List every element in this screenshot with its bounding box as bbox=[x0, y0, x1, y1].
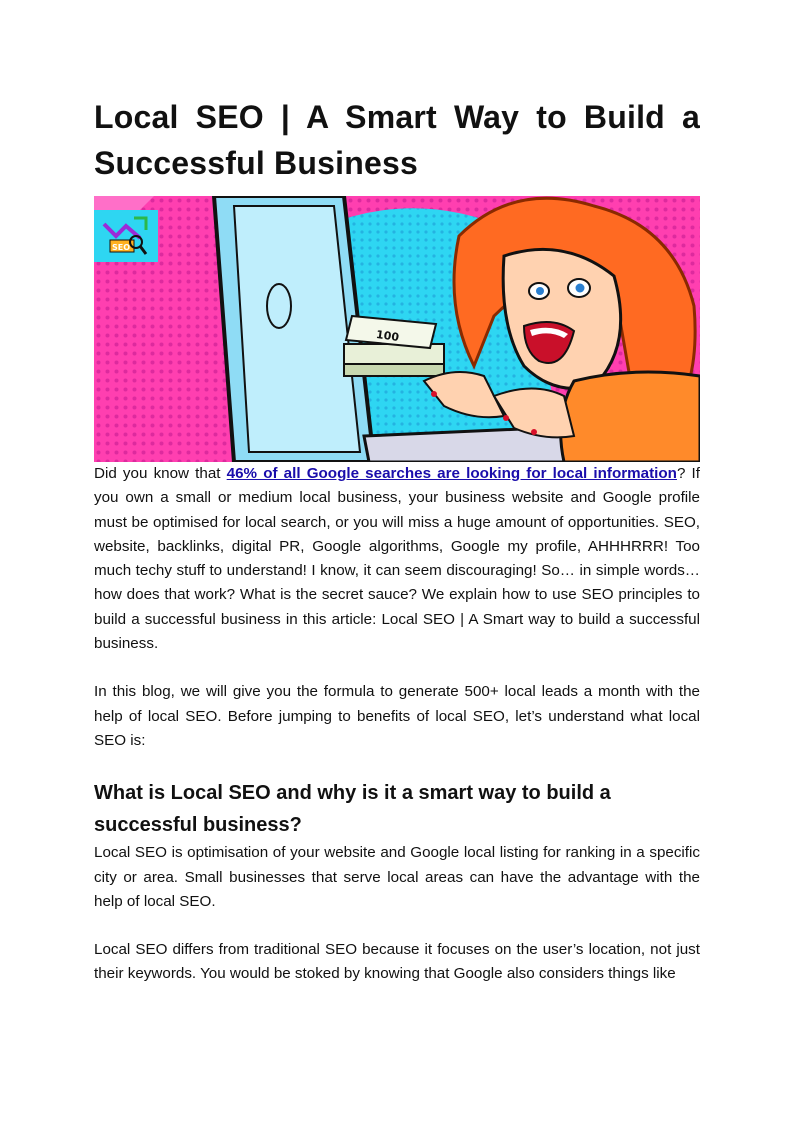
money-stack-icon bbox=[344, 316, 444, 376]
intro-paragraph: Did you know that 46% of all Google searches are looking for local information? If you own a small or medium local business, your business website and Google profile must be optimised for local search, or you will miss a huge amount of opportunities. SEO, website, backlinks, digital PR, Google algorithms, Google my profile, AHHHRRR! Too much techy stuff to understand! I know, it can seem discouraging! So… in simple words… how does that work? What is the secret sauce? We explain how to use SEO principles to build a successful business in this article: Local SEO | A Smart way to build a successful business. bbox=[94, 465, 700, 653]
article-title: Local SEO | A Smart Way to Build a Successful Business bbox=[94, 99, 700, 181]
svg-text:100: 100 bbox=[375, 327, 400, 345]
paragraph-definition: Local SEO is optimisation of your website and Google local listing for ranking in a specific city or area. Small businesses that serve local areas can have the advantage with the help of local SEO. bbox=[94, 844, 700, 910]
paragraph-formula: In this blog, we will give you the formula to generate 500+ local leads a month with the help of local SEO. Before jumping to benefits of local SEO, let’s understand what local SEO is: bbox=[94, 683, 700, 749]
google-local-stat-link[interactable]: 46% of all Google searches are looking for local information bbox=[226, 465, 677, 482]
paragraph-difference: Local SEO differs from traditional SEO because it focuses on the user’s location, not just their keywords. You would be stoked by knowing that Google also considers things like bbox=[94, 941, 700, 983]
document-page bbox=[94, 94, 700, 987]
hero-illustration bbox=[94, 196, 700, 462]
section-heading: What is Local SEO and why is it a smart way to build a successful business? bbox=[94, 782, 611, 837]
seo-logo-icon bbox=[94, 210, 158, 262]
svg-text:SEO: SEO bbox=[112, 243, 131, 252]
